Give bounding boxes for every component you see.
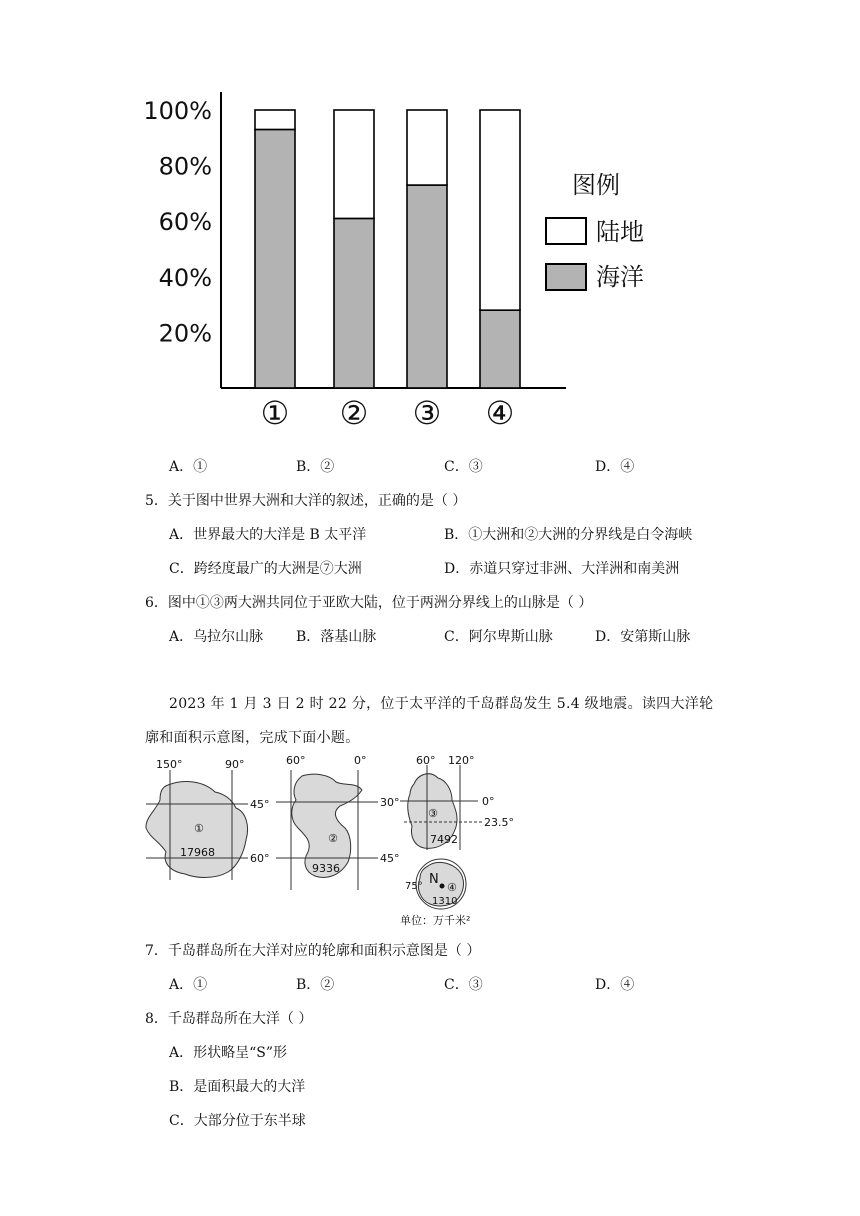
q8-option-c: C．大部分位于东半球 <box>169 1113 306 1129</box>
q8-option-a: A．形状略呈“S”形 <box>169 1045 288 1061</box>
ocean-3-lat-label-1: 0° <box>482 795 495 808</box>
x-tick-label: ③ <box>412 394 442 432</box>
intro-line-1: 2023 年 1 月 3 日 2 时 22 分，位于太平洋的千岛群岛发生 5.4 级地震。读四大洋轮 <box>169 696 714 712</box>
q8-stem: 8．千岛群岛所在大洋（ ） <box>145 1011 313 1027</box>
map-unit-label: 单位：万千米² <box>400 914 471 927</box>
y-tick-label: 40% <box>158 263 212 292</box>
q6-option-c: C．阿尔卑斯山脉 <box>444 629 553 645</box>
ocean-1-lon-label-2: 90° <box>225 758 245 771</box>
q5-option-a: A．世界最大的大洋是 B 太平洋 <box>169 527 367 543</box>
ocean-1-lat-label-1: 45° <box>250 798 270 811</box>
ocean-1-lon-label-1: 150° <box>156 758 183 771</box>
ocean-2-id: ② <box>328 832 338 845</box>
q5-option-d: D．赤道只穿过非洲、大洋洲和南美洲 <box>444 561 680 577</box>
legend-label-land: 陆地 <box>596 218 644 246</box>
north-pole-dot <box>440 884 445 889</box>
ocean-3-lon-label-2: 120° <box>448 754 475 767</box>
ocean-3-lon-label-1: 60° <box>416 754 436 767</box>
q5-stem: 5．关于图中世界大洲和大洋的叙述，正确的是（ ） <box>145 493 467 509</box>
x-tick-label: ④ <box>485 394 515 432</box>
q4-option-b: B．② <box>296 459 335 475</box>
q7-option-a: A．① <box>169 977 208 993</box>
q5-option-c: C．跨经度最广的大洲是⑦大洲 <box>169 561 362 577</box>
ocean-4-area: 1310 <box>432 896 458 907</box>
ocean-1-area: 17968 <box>180 846 215 859</box>
q8-option-b: B．是面积最大的大洋 <box>169 1079 306 1095</box>
x-tick-label: ① <box>260 394 290 432</box>
ocean-2-lon-label-2: 0° <box>354 754 367 767</box>
legend-title: 图例 <box>572 171 620 199</box>
x-tick-label: ② <box>339 394 369 432</box>
ocean-4-id: ④ <box>447 881 457 894</box>
ocean-4-pole-label: N <box>429 872 439 887</box>
q6-option-b: B．落基山脉 <box>296 629 377 645</box>
q7-option-b: B．② <box>296 977 335 993</box>
q5-option-b: B．①大洲和②大洲的分界线是白令海峡 <box>444 527 693 543</box>
y-tick-label: 80% <box>158 152 212 181</box>
y-tick-label: 60% <box>158 208 212 237</box>
ocean-3-id: ③ <box>428 807 438 820</box>
intro-line-2: 廓和面积示意图，完成下面小题。 <box>145 730 360 746</box>
ocean-2-lat-label-1: 30° <box>380 796 400 809</box>
ocean-2-area: 9336 <box>312 862 340 875</box>
q7-option-d: D．④ <box>595 977 635 993</box>
q4-option-c: C．③ <box>444 459 483 475</box>
q4-option-d: D．④ <box>595 459 635 475</box>
ocean-3-area: 7492 <box>430 833 458 846</box>
y-tick-label: 20% <box>158 319 212 348</box>
ocean-1-id: ① <box>194 822 204 835</box>
q6-stem: 6．图中①③两大洲共同位于亚欧大陆，位于两洲分界线上的山脉是（ ） <box>145 595 593 611</box>
ocean-4-lat-label: 75° <box>405 881 423 892</box>
ocean-2-lat-label-2: 45° <box>380 852 400 865</box>
q7-stem: 7．千岛群岛所在大洋对应的轮廓和面积示意图是（ ） <box>145 943 481 959</box>
q6-option-a: A．乌拉尔山脉 <box>169 629 264 645</box>
y-tick-label: 100% <box>143 97 212 125</box>
ocean-3-lat-label-2: 23.5° <box>484 816 514 829</box>
ocean-2-lon-label-1: 60° <box>286 754 306 767</box>
q7-option-c: C．③ <box>444 977 483 993</box>
legend-label-ocean: 海洋 <box>596 263 644 291</box>
ocean-1-lat-label-2: 60° <box>250 852 270 865</box>
q4-option-a: A．① <box>169 459 208 475</box>
q6-option-d: D．安第斯山脉 <box>595 629 691 645</box>
